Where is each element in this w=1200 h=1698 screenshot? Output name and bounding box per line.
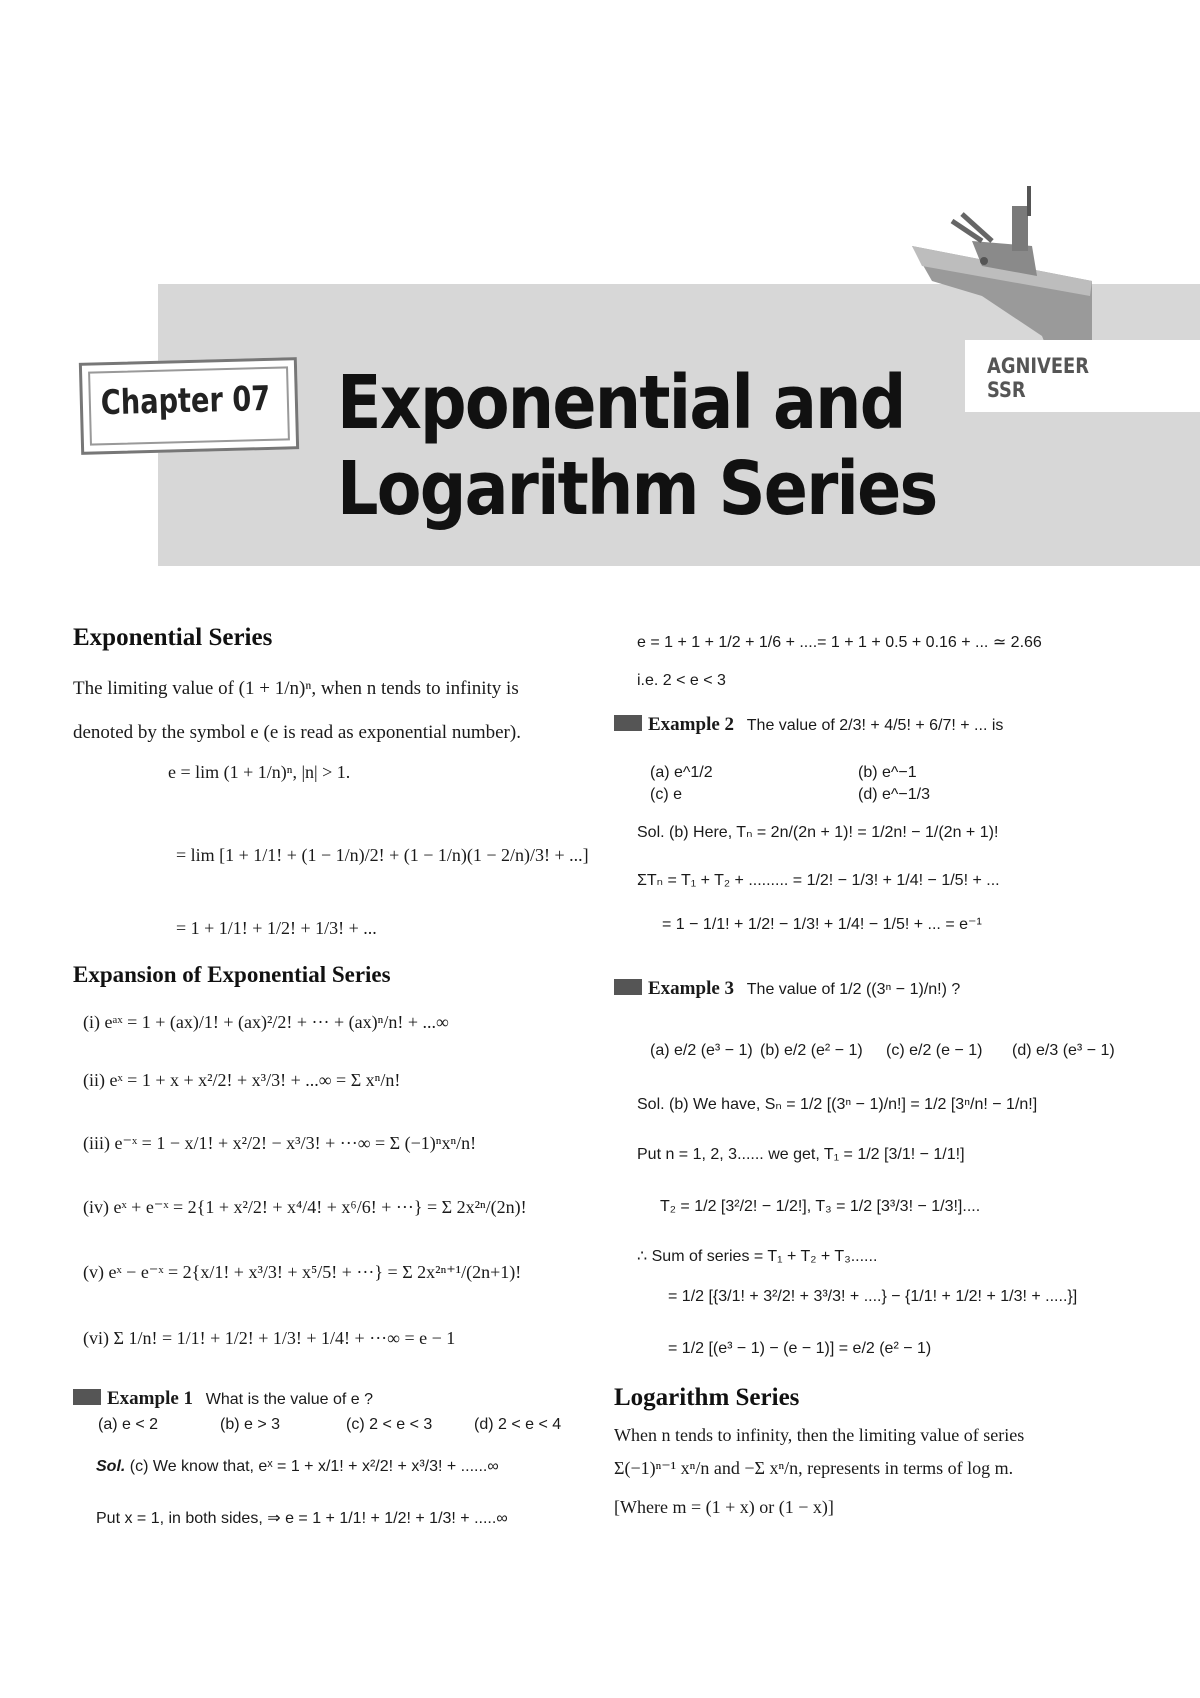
expansion-iii: (iii) e⁻ˣ = 1 − x/1! + x²/2! − x³/3! + ···∞ = Σ (−1)ⁿxⁿ/n!: [83, 1133, 477, 1153]
log-text-line2: Σ(−1)ⁿ⁻¹ xⁿ/n and −Σ xⁿ/n, represents in terms of log m.: [614, 1458, 1014, 1478]
expansion-vi: (vi) Σ 1/n! = 1/1! + 1/2! + 1/3! + 1/4! + ···∞ = e − 1: [83, 1328, 456, 1348]
example3-option-c: (c) e/2 (e − 1): [886, 1042, 983, 1059]
expansion-iv: (iv) eˣ + e⁻ˣ = 2{1 + x²/2! + x⁴/4! + x⁶/6! + ···} = Σ 2x²ⁿ/(2n)!: [83, 1197, 527, 1217]
example1-label: Example 1: [107, 1388, 194, 1409]
example1-option-d: (d) 2 < e < 4: [474, 1416, 562, 1433]
example3-solution-line3: T₂ = 1/2 [3²/2! − 1/2!], T₃ = 1/2 [3³/3! − 1/3!]....: [660, 1198, 981, 1215]
example3-solution-line2: Put n = 1, 2, 3...... we get, T₁ = 1/2 [3/1! − 1/1!]: [637, 1146, 965, 1163]
example3-option-d: (d) e/3 (e³ − 1): [1012, 1042, 1115, 1059]
example3-label: Example 3: [648, 978, 735, 999]
equation-e-sum: = 1 + 1/1! + 1/2! + 1/3! + ...: [176, 918, 377, 938]
example3-option-b: (b) e/2 (e² − 1): [760, 1042, 863, 1059]
example1-question: What is the value of e ?: [205, 1391, 373, 1408]
title-line1: Exponential and: [337, 360, 905, 446]
example3-solution-line6: = 1/2 [(e³ − 1) − (e − 1)] = e/2 (e² − 1): [668, 1340, 932, 1357]
expansion-heading: Expansion of Exponential Series: [73, 962, 391, 987]
e-approx-value: e = 1 + 1 + 1/2 + 1/6 + ....= 1 + 1 + 0.5 + 0.16 + ... ≃ 2.66: [637, 634, 1042, 651]
e-range: i.e. 2 < e < 3: [637, 672, 726, 689]
equation-expanded-limit: = lim [1 + 1/1! + (1 − 1/n)/2! + (1 − 1/n)(1 − 2/n)/3! + ...]: [176, 845, 589, 865]
solution-label: Sol.: [96, 1458, 126, 1475]
example-marker: [73, 1389, 101, 1405]
example1-solution-text: (c) We know that, eˣ = 1 + x/1! + x²/2! + x³/3! + ......∞: [129, 1458, 499, 1475]
chapter-label-box: [79, 357, 299, 455]
chapter-label: Chapter 07: [100, 378, 271, 424]
brand-line2: SSR: [987, 378, 1026, 402]
expansion-i: (i) eᵃˣ = 1 + (ax)/1! + (ax)²/2! + ··· + (ax)ⁿ/n! + ...∞: [83, 1012, 449, 1032]
exp-intro-line2: denoted by the symbol e (e is read as exponential number).: [73, 722, 521, 743]
example3-solution-line5: = 1/2 [{3/1! + 3²/2! + 3³/3! + ....} − {1/1! + 1/2! + 1/3! + .....}]: [668, 1288, 1078, 1305]
brand-line1: AGNIVEER: [987, 354, 1089, 378]
example2-option-b: (b) e^−1: [858, 764, 917, 781]
example1-option-c: (c) 2 < e < 3: [346, 1416, 433, 1433]
equation-e-limit: e = lim (1 + 1/n)ⁿ, |n| > 1.: [168, 762, 351, 782]
example2-solution-line2: ΣTₙ = T₁ + T₂ + ......... = 1/2! − 1/3! + 1/4! − 1/5! + ...: [637, 872, 1000, 889]
expansion-v: (v) eˣ − e⁻ˣ = 2{x/1! + x³/3! + x⁵/5! + ···} = Σ 2x²ⁿ⁺¹/(2n+1)!: [83, 1262, 522, 1282]
example2-option-a: (a) e^1/2: [650, 764, 713, 781]
example3-question: The value of 1/2 ((3ⁿ − 1)/n!) ?: [746, 981, 961, 998]
example3-solution-line1: Sol. (b) We have, Sₙ = 1/2 [(3ⁿ − 1)/n!] = 1/2 [3ⁿ/n! − 1/n!]: [637, 1096, 1038, 1113]
example-marker: [614, 715, 642, 731]
example2-header: [614, 714, 1003, 736]
example1-header: [73, 1388, 373, 1410]
example2-solution-line3: = 1 − 1/1! + 1/2! − 1/3! + 1/4! − 1/5! + ... = e⁻¹: [662, 916, 982, 933]
example2-option-d: (d) e^−1/3: [858, 786, 930, 803]
title-line2: Logarithm Series: [337, 446, 937, 532]
brand-badge: [965, 340, 1200, 412]
example3-option-a: (a) e/2 (e³ − 1): [650, 1042, 753, 1059]
logarithm-series-heading: Logarithm Series: [614, 1384, 800, 1411]
example2-solution-line1: Sol. (b) Here, Tₙ = 2n/(2n + 1)! = 1/2n! − 1/(2n + 1)!: [637, 824, 999, 841]
example2-label: Example 2: [648, 714, 735, 735]
exp-series-heading: Exponential Series: [73, 624, 273, 651]
page-title: [337, 360, 937, 532]
log-text-line1: When n tends to infinity, then the limiting value of series: [614, 1425, 1025, 1445]
example1-option-b: (b) e > 3: [220, 1416, 281, 1433]
example1-solution-line1: [96, 1458, 499, 1476]
example3-solution-line4: ∴ Sum of series = T₁ + T₂ + T₃......: [637, 1248, 878, 1265]
example1-option-a: (a) e < 2: [98, 1416, 159, 1433]
expansion-ii: (ii) eˣ = 1 + x + x²/2! + x³/3! + ...∞ = Σ xⁿ/n!: [83, 1070, 401, 1090]
example2-option-c: (c) e: [650, 786, 682, 803]
example1-solution-line2: Put x = 1, in both sides, ⇒ e = 1 + 1/1! + 1/2! + 1/3! + .....∞: [96, 1510, 508, 1527]
log-text-line3: [Where m = (1 + x) or (1 − x)]: [614, 1497, 834, 1517]
exp-intro-line1: The limiting value of (1 + 1/n)ⁿ, when n tends to infinity is: [73, 678, 519, 699]
example2-question: The value of 2/3! + 4/5! + 6/7! + ... is: [746, 717, 1004, 734]
example-marker: [614, 979, 642, 995]
example3-header: [614, 978, 960, 1000]
